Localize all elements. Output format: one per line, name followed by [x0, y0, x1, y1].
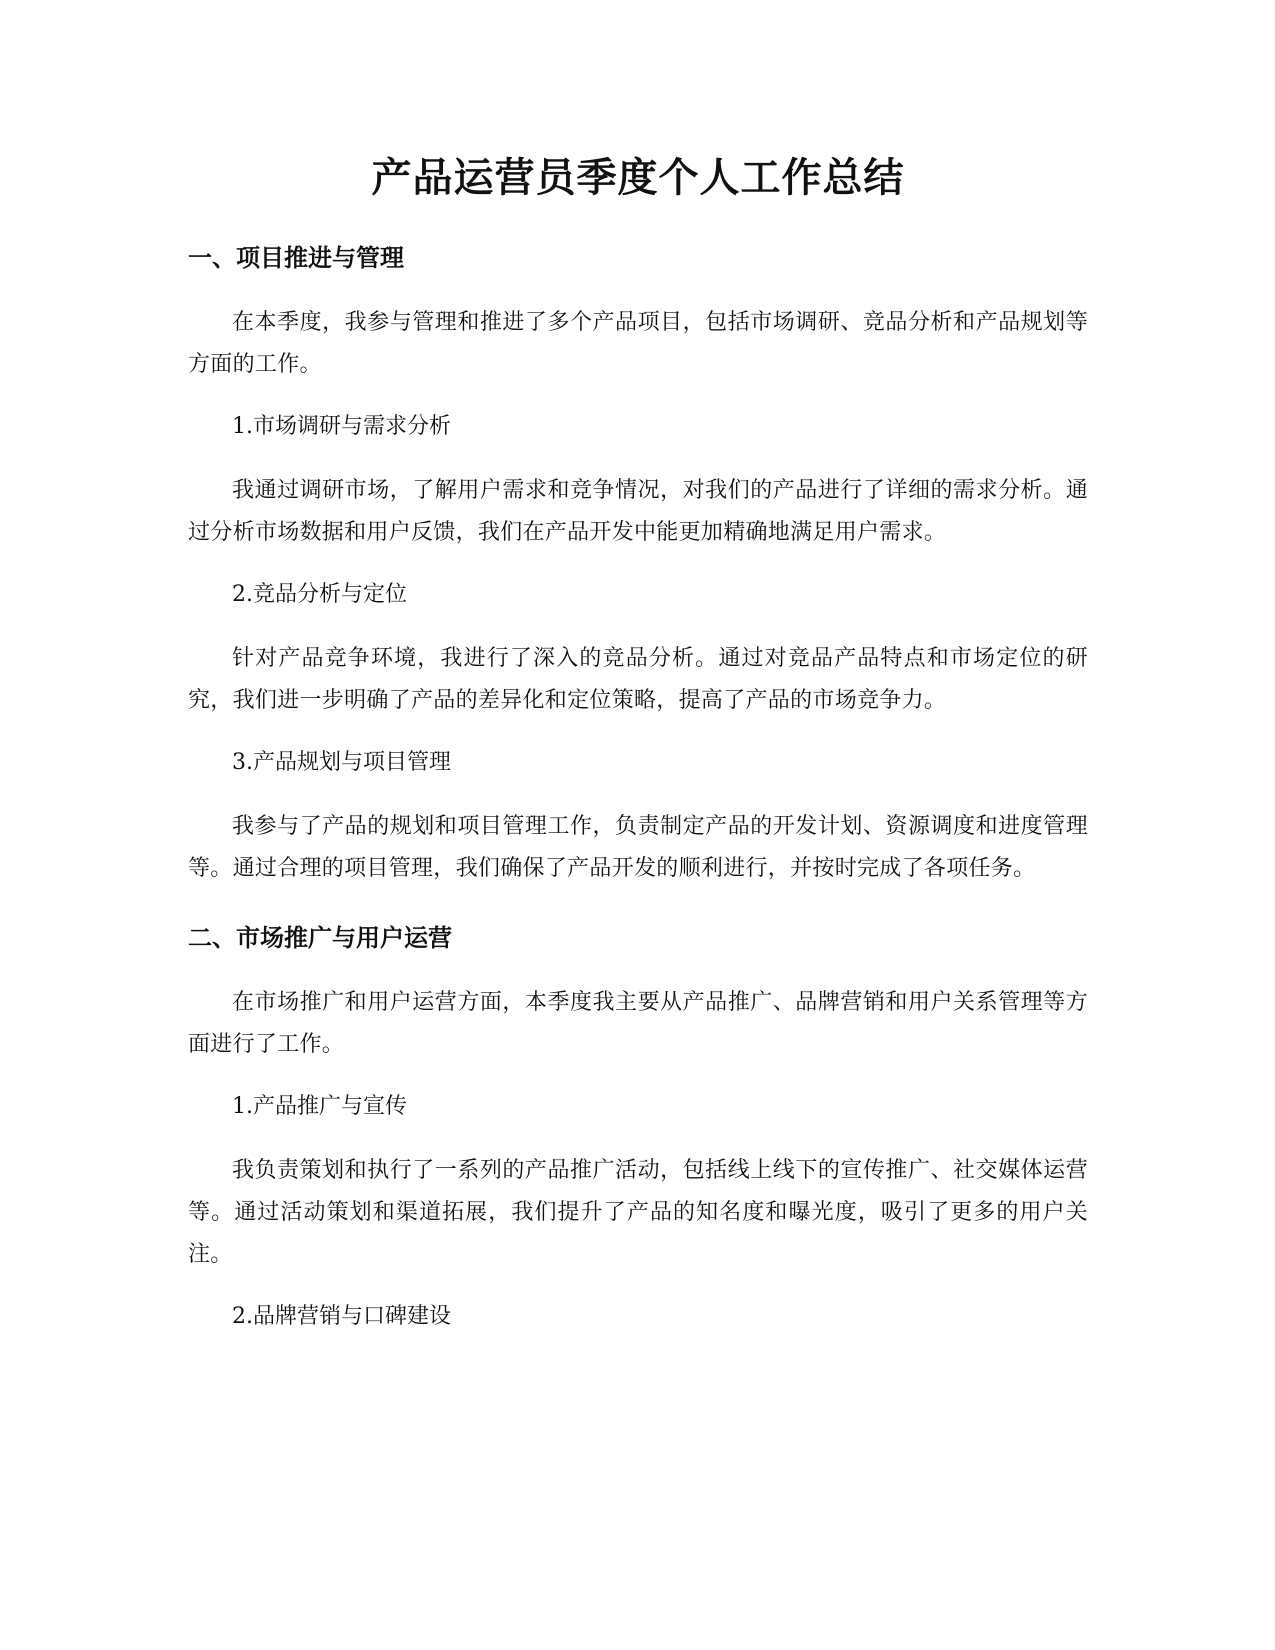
subsection-body-2-1: 我负责策划和执行了一系列的产品推广活动，包括线上线下的宣传推广、社交媒体运营等。通过活动策划和渠道拓展，我们提升了产品的知名度和曝光度，吸引了更多的用户关注。: [188, 1158, 1088, 1267]
subsection-heading-1-1: 1.市场调研与需求分析: [232, 414, 451, 439]
section-2-intro: 在市场推广和用户运营方面，本季度我主要从产品推广、品牌营销和用户关系管理等方面进行了工作。: [188, 990, 1088, 1057]
document-title: 产品运营员季度个人工作总结: [371, 155, 905, 201]
subsection-heading-2-2: 2.品牌营销与口碑建设: [232, 1304, 451, 1329]
document-content: [188, 150, 1088, 1338]
subsection-body-1-3: 我参与了产品的规划和项目管理工作，负责制定产品的开发计划、资源调度和进度管理等。通过合理的项目管理，我们确保了产品开发的顺利进行，并按时完成了各项任务。: [188, 814, 1088, 881]
section-1-intro: 在本季度，我参与管理和推进了多个产品项目，包括市场调研、竞品分析和产品规划等方面的工作。: [188, 310, 1088, 377]
section-heading-2: 二、市场推广与用户运营: [188, 924, 452, 952]
subsection-body-1-1: 我通过调研市场，了解用户需求和竞争情况，对我们的产品进行了详细的需求分析。通过分析市场数据和用户反馈，我们在产品开发中能更加精确地满足用户需求。: [188, 478, 1088, 545]
subsection-heading-2-1: 1.产品推广与宣传: [232, 1094, 407, 1119]
subsection-heading-1-3: 3.产品规划与项目管理: [232, 750, 451, 775]
subsection-heading-1-2: 2.竞品分析与定位: [232, 582, 407, 607]
subsection-body-1-2: 针对产品竞争环境，我进行了深入的竞品分析。通过对竞品产品特点和市场定位的研究，我们进一步明确了产品的差异化和定位策略，提高了产品的市场竞争力。: [188, 646, 1088, 713]
section-heading-1: 一、项目推进与管理: [188, 244, 404, 272]
